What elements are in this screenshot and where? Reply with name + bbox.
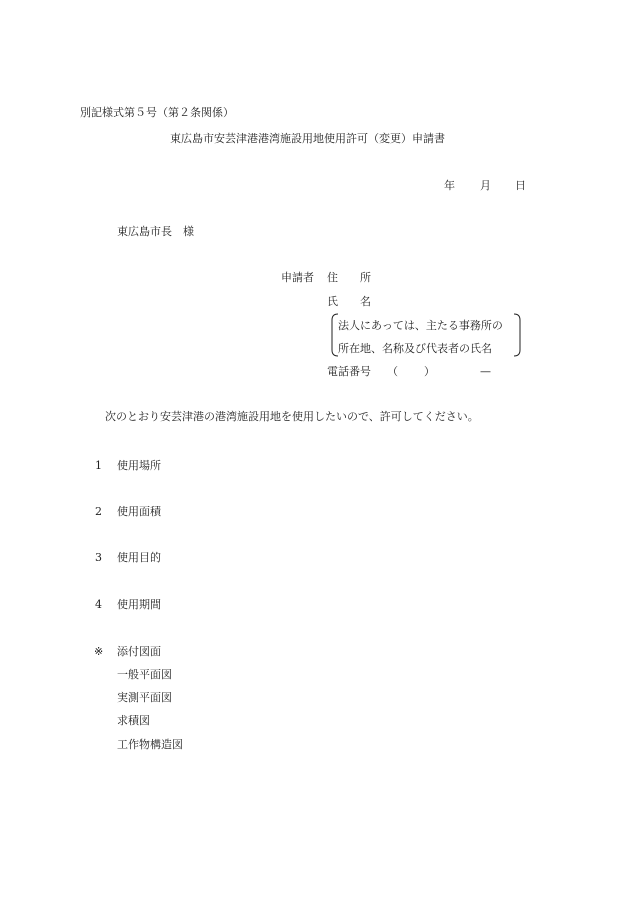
- item-label: 使用期間: [117, 598, 161, 611]
- item-label: 使用場所: [117, 459, 161, 472]
- address-label: 住 所: [327, 271, 371, 284]
- phone-paren-close: ）: [424, 365, 435, 378]
- phone-label: 電話番号: [327, 365, 371, 378]
- item-label: 使用目的: [117, 551, 161, 564]
- item-label: 使用面積: [117, 505, 161, 518]
- corporate-note-bracket: [330, 312, 522, 358]
- request-statement: 次のとおり安芸津港の港湾施設用地を使用したいので、許可してください。: [105, 410, 479, 423]
- attachments-heading: 添付図面: [117, 645, 161, 658]
- attachment-item: 一般平面図: [117, 668, 172, 681]
- date-day: 日: [515, 179, 526, 192]
- applicant-label: 申請者: [281, 271, 314, 284]
- reference-mark: ※: [94, 645, 104, 658]
- form-number: 別記様式第５号（第２条関係）: [80, 106, 234, 119]
- name-label: 氏 名: [327, 295, 371, 308]
- item-number: 2: [95, 505, 102, 518]
- date-year: 年: [444, 179, 455, 192]
- attachment-item: 求積図: [117, 714, 150, 727]
- corporate-note-line2: 所在地、名称及び代表者の氏名: [338, 342, 492, 355]
- date-month: 月: [480, 179, 491, 192]
- addressee: 東広島市長 様: [117, 225, 194, 238]
- item-number: 1: [95, 459, 102, 472]
- phone-dash: —: [480, 365, 491, 378]
- attachment-item: 実測平面図: [117, 691, 172, 704]
- item-number: 4: [95, 598, 102, 611]
- document-title: 東広島市安芸津港港湾施設用地使用許可（変更）申請書: [170, 132, 445, 145]
- attachment-item: 工作物構造図: [117, 738, 183, 751]
- phone-paren-open: （: [387, 365, 398, 378]
- item-number: 3: [95, 551, 102, 564]
- corporate-note-line1: 法人にあっては、主たる事務所の: [338, 319, 503, 332]
